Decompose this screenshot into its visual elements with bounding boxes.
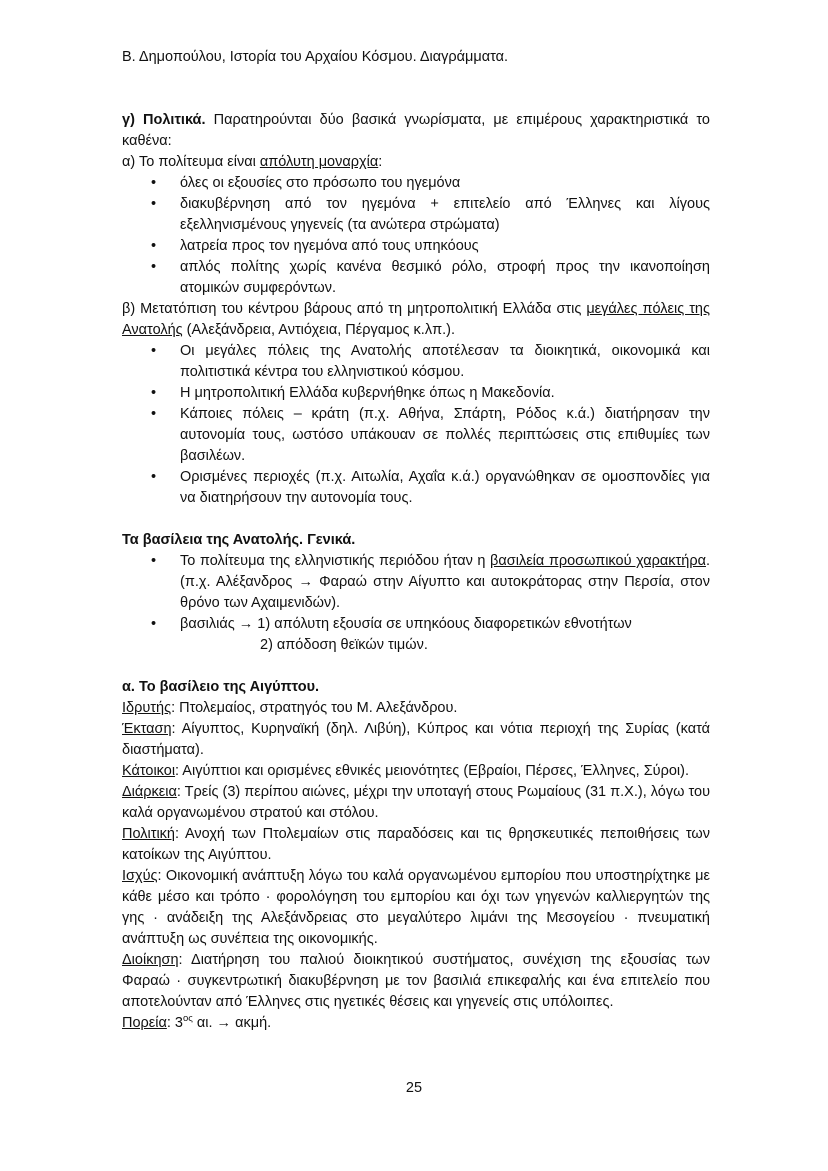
definition-administration bbox=[122, 950, 710, 1013]
east-kingdoms-heading: Τα βασίλεια της Ανατολής. Γενικά. bbox=[122, 532, 356, 548]
definition-text: : Αίγυπτος, Κυρηναϊκή (δηλ. Λιβύη), Κύπρος και νότια περιοχή της Συρίας (κατά διαστήματα). bbox=[122, 721, 710, 758]
list-item: • όλες οι εξουσίες στο πρόσωπο του ηγεμόνα bbox=[122, 173, 710, 194]
definition-founder bbox=[122, 698, 710, 719]
vertical-spacer bbox=[122, 509, 710, 530]
definition-policy bbox=[122, 824, 710, 866]
definition-term: Πολιτική bbox=[122, 826, 175, 842]
list-item: • Η μητροπολιτική Ελλάδα κυβερνήθηκε όπως η Μακεδονία. bbox=[122, 383, 710, 404]
kingship-text-post: . (π.χ. Αλέξανδρος → Φαραώ στην Αίγυπτο και αυτοκράτορας στην Περσία, στον θρόνο των Αχαιμενιδών). bbox=[180, 553, 711, 611]
definition-text: : Ανοχή των Πτολεμαίων στις παραδόσεις και τις θρησκευτικές πεποιθήσεις των κατοίκων της Αιγύπτου. bbox=[122, 826, 710, 863]
definition-term: Ιδρυτής bbox=[122, 700, 172, 716]
definition-term: Έκταση bbox=[122, 721, 172, 737]
definition-text: : Οικονομική ανάπτυξη λόγω του καλά οργανωμένου εμπορίου που υποστηρίχτηκε με κάθε μέσο και τρόπο · φορολόγηση του εμπορίου και όχι των γηγενών καλλιεργητών της γης · ανάδειξη της Αλεξάνδρειας στο μεγαλύτερο λιμάνι της Μεσογείου · πνευματική ανάπτυξη ως συνέπεια της οικονομικής. bbox=[122, 868, 710, 947]
list-item: • Κάποιες πόλεις – κράτη (π.χ. Αθήνα, Σπάρτη, Ρόδος κ.ά.) διατήρησαν την αυτονομία τους, ωστόσο υπάκουαν σε πολλές περιπτώσεις στις επιθυμίες των βασιλέων. bbox=[122, 404, 710, 467]
list-item: • απλός πολίτης χωρίς κανένα θεσμικό ρόλο, στροφή προς την ικανοποίηση ατομικών συμφερόντων. bbox=[122, 257, 710, 299]
definition-text: : Διατήρηση του παλιού διοικητικού συστήματος, συνέχιση της εξουσίας των Φαραώ · συγκεντρωτική διακυβέρνηση με τον βασιλιά επικεφαλής και ένα επιτελείο που αποτελούνταν από Έλληνες στις ηγετικές θέσεις και γηγενείς στις υπόλοιπες. bbox=[122, 952, 710, 1010]
definition-term: Πορεία bbox=[122, 1015, 167, 1031]
east-cities-bullet-list bbox=[122, 341, 710, 509]
list-item: • Οι μεγάλες πόλεις της Ανατολής αποτέλεσαν τα διοικητικά, οικονομικά και πολιτιστικά κέντρα του ελληνιστικού κόσμου. bbox=[122, 341, 710, 383]
item-a-underlined-term: απόλυτη μοναρχία bbox=[259, 154, 379, 170]
vertical-spacer bbox=[122, 656, 710, 677]
east-kingdoms-bullet-list bbox=[122, 551, 710, 656]
list-item: • διακυβέρνηση από τον ηγεμόνα + επιτελείο από Έλληνες και λίγους εξελληνισμένους γηγενείς (τα ανώτερα στρώματα) bbox=[122, 194, 710, 236]
item-b-paragraph bbox=[122, 299, 710, 341]
politika-heading-text: Παρατηρούνται δύο βασικά γνωρίσματα, με επιμέρους χαρακτηριστικά το καθένα: bbox=[122, 112, 711, 149]
list-item bbox=[122, 551, 710, 614]
definition-extent bbox=[122, 719, 710, 761]
section-east-kingdoms bbox=[122, 530, 710, 656]
section-politika bbox=[122, 110, 710, 509]
definition-text: : Τρείς (3) περίπου αιώνες, μέχρι την υποταγή στους Ρωμαίους (31 π.Χ.), λόγω του καλά οργανωμένου στρατού και στόλου. bbox=[122, 784, 710, 821]
king-powers-line1: βασιλιάς → 1) απόλυτη εξουσία σε υπηκόους διαφορετικών εθνοτήτων bbox=[180, 616, 632, 632]
vertical-spacer bbox=[122, 68, 710, 110]
item-b-underlined-term: μεγάλες πόλεις της Ανατολής bbox=[122, 301, 710, 338]
list-item: • Ορισμένες περιοχές (π.χ. Αιτωλία, Αχαΐα κ.ά.) οργανώθηκαν σε ομοσπονδίες για να διατηρήσουν την αυτονομία τους. bbox=[122, 467, 710, 509]
king-powers-line2: 2) απόδοση θεϊκών τιμών. bbox=[260, 637, 428, 653]
item-b-text-pre: β) Μετατόπιση του κέντρου βάρους από τη μητροπολιτική Ελλάδα στις bbox=[122, 301, 587, 317]
definition-text: : Αιγύπτιοι και ορισμένες εθνικές μειονότητες (Εβραίοι, Πέρσες, Έλληνες, Σύροι). bbox=[175, 763, 689, 779]
politika-heading-bold: γ) Πολιτικά. bbox=[122, 112, 206, 128]
monarchy-bullet-list bbox=[122, 173, 710, 299]
definition-term: Κάτοικοι bbox=[122, 763, 176, 779]
egypt-heading: α. Το βασίλειο της Αιγύπτου. bbox=[122, 679, 320, 695]
definition-strength bbox=[122, 866, 710, 950]
item-a-text-post: : bbox=[378, 154, 383, 170]
definition-text: : Πτολεμαίος, στρατηγός του Μ. Αλεξάνδρου. bbox=[171, 700, 458, 716]
definition-inhabitants bbox=[122, 761, 710, 782]
section-egypt bbox=[122, 677, 710, 1034]
list-item: • λατρεία προς τον ηγεμόνα από τους υπηκόους bbox=[122, 236, 710, 257]
definition-term: Ισχύς bbox=[122, 868, 158, 884]
kingship-underlined-term: βασιλεία προσωπικού χαρακτήρα bbox=[490, 553, 706, 569]
definition-term: Διοίκηση bbox=[122, 952, 179, 968]
item-a-paragraph bbox=[122, 152, 710, 173]
ordinal-superscript: ος bbox=[182, 1013, 193, 1025]
reference-line: Β. Δημοπούλου, Ιστορία του Αρχαίου Κόσμου. Διαγράμματα. bbox=[122, 49, 509, 65]
item-b-text-post: (Αλεξάνδρεια, Αντιόχεια, Πέργαμος κ.λπ.). bbox=[182, 322, 455, 338]
definition-text: : 3 bbox=[166, 1015, 183, 1031]
politika-heading-paragraph bbox=[122, 110, 710, 152]
page-number: 25 bbox=[405, 1080, 423, 1096]
list-item bbox=[122, 614, 710, 656]
definition-duration bbox=[122, 782, 710, 824]
definition-course bbox=[122, 1013, 710, 1034]
definition-text: αι. → ακμή. bbox=[192, 1015, 272, 1031]
definition-term: Διάρκεια bbox=[122, 784, 177, 800]
kingship-text-pre: Το πολίτευμα της ελληνιστικής περιόδου ήταν η bbox=[180, 553, 491, 569]
item-a-text-pre: α) Το πολίτευμα είναι bbox=[122, 154, 260, 170]
